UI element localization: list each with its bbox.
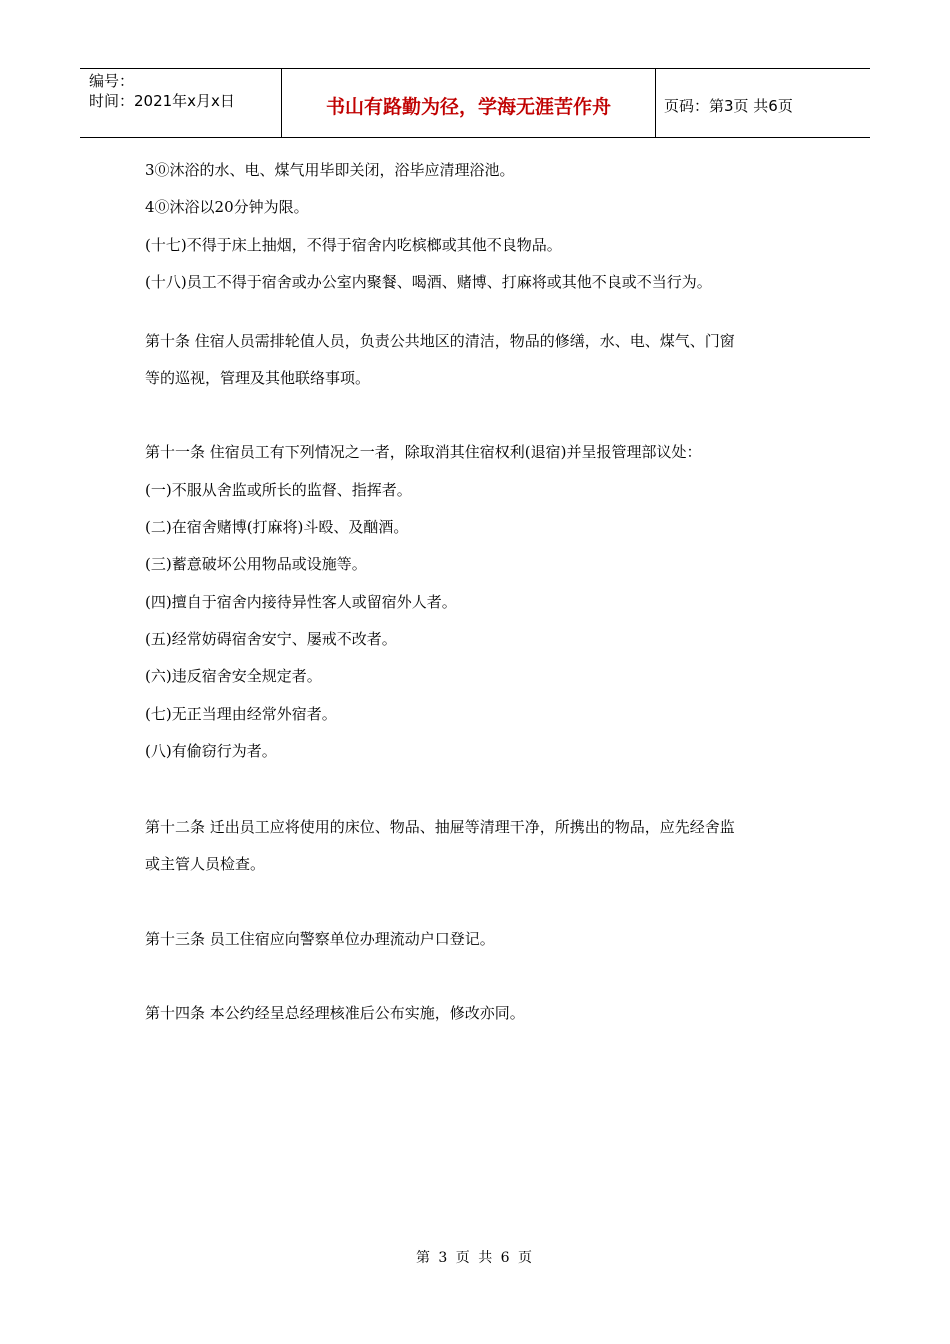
body-line: 或主管人员检查。 [145,855,266,873]
body-line: (五)经常妨碍宿舍安宁、屡戒不改者。 [145,630,397,648]
body-line: 第十四条 本公约经呈总经理核准后公布实施，修改亦同。 [145,1004,525,1022]
body-line: (十七)不得于床上抽烟，不得于宿舍内吃槟榔或其他不良物品。 [145,236,562,254]
page-footer: 第 3 页 共 6 页 [415,1250,535,1266]
body-line: (三)蓄意破坏公用物品或设施等。 [145,555,367,573]
body-line: 第十条 住宿人员需排轮值人员，负责公共地区的清洁，物品的修缮，水、电、煤气、门窗 [145,332,735,350]
body-line: (八)有偷窃行为者。 [145,742,277,760]
body-line: (七)无正当理由经常外宿者。 [145,705,337,723]
body-line: (一)不服从舍监或所长的监督、指挥者。 [145,481,412,499]
body-line: 第十一条 住宿员工有下列情况之一者，除取消其住宿权利(退宿)并呈报管理部议处： [145,443,702,461]
body-line: (六)违反宿舍安全规定者。 [145,667,322,685]
document-number-label: 编号： [89,72,135,90]
body-line: 第十三条 员工住宿应向警察单位办理流动户口登记。 [145,930,495,948]
header-meta [80,69,282,137]
body-line: (四)擅自于宿舍内接待异性客人或留宿外人者。 [145,593,457,611]
body-line: (十八)员工不得于宿舍或办公室内聚餐、喝酒、赌博、打麻将或其他不良或不当行为。 [145,273,712,291]
document-header [80,68,870,138]
body-line: (二)在宿舍赌博(打麻将)斗殴、及酗酒。 [145,518,409,536]
document-date-label: 时间：2021年x月x日 [89,92,235,110]
body-line: 4⓪沐浴以20分钟为限。 [145,198,309,216]
header-page-number: 页码：第3页 共6页 [664,96,793,115]
body-line: 等的巡视，管理及其他联络事项。 [145,369,371,387]
header-motto: 书山有路勤为径，学海无涯苦作舟 [282,69,656,137]
body-line: 第十二条 迁出员工应将使用的床位、物品、抽屉等清理干净，所携出的物品，应先经舍监 [145,818,735,836]
body-line: 3⓪沐浴的水、电、煤气用毕即关闭，浴毕应清理浴池。 [145,161,515,179]
